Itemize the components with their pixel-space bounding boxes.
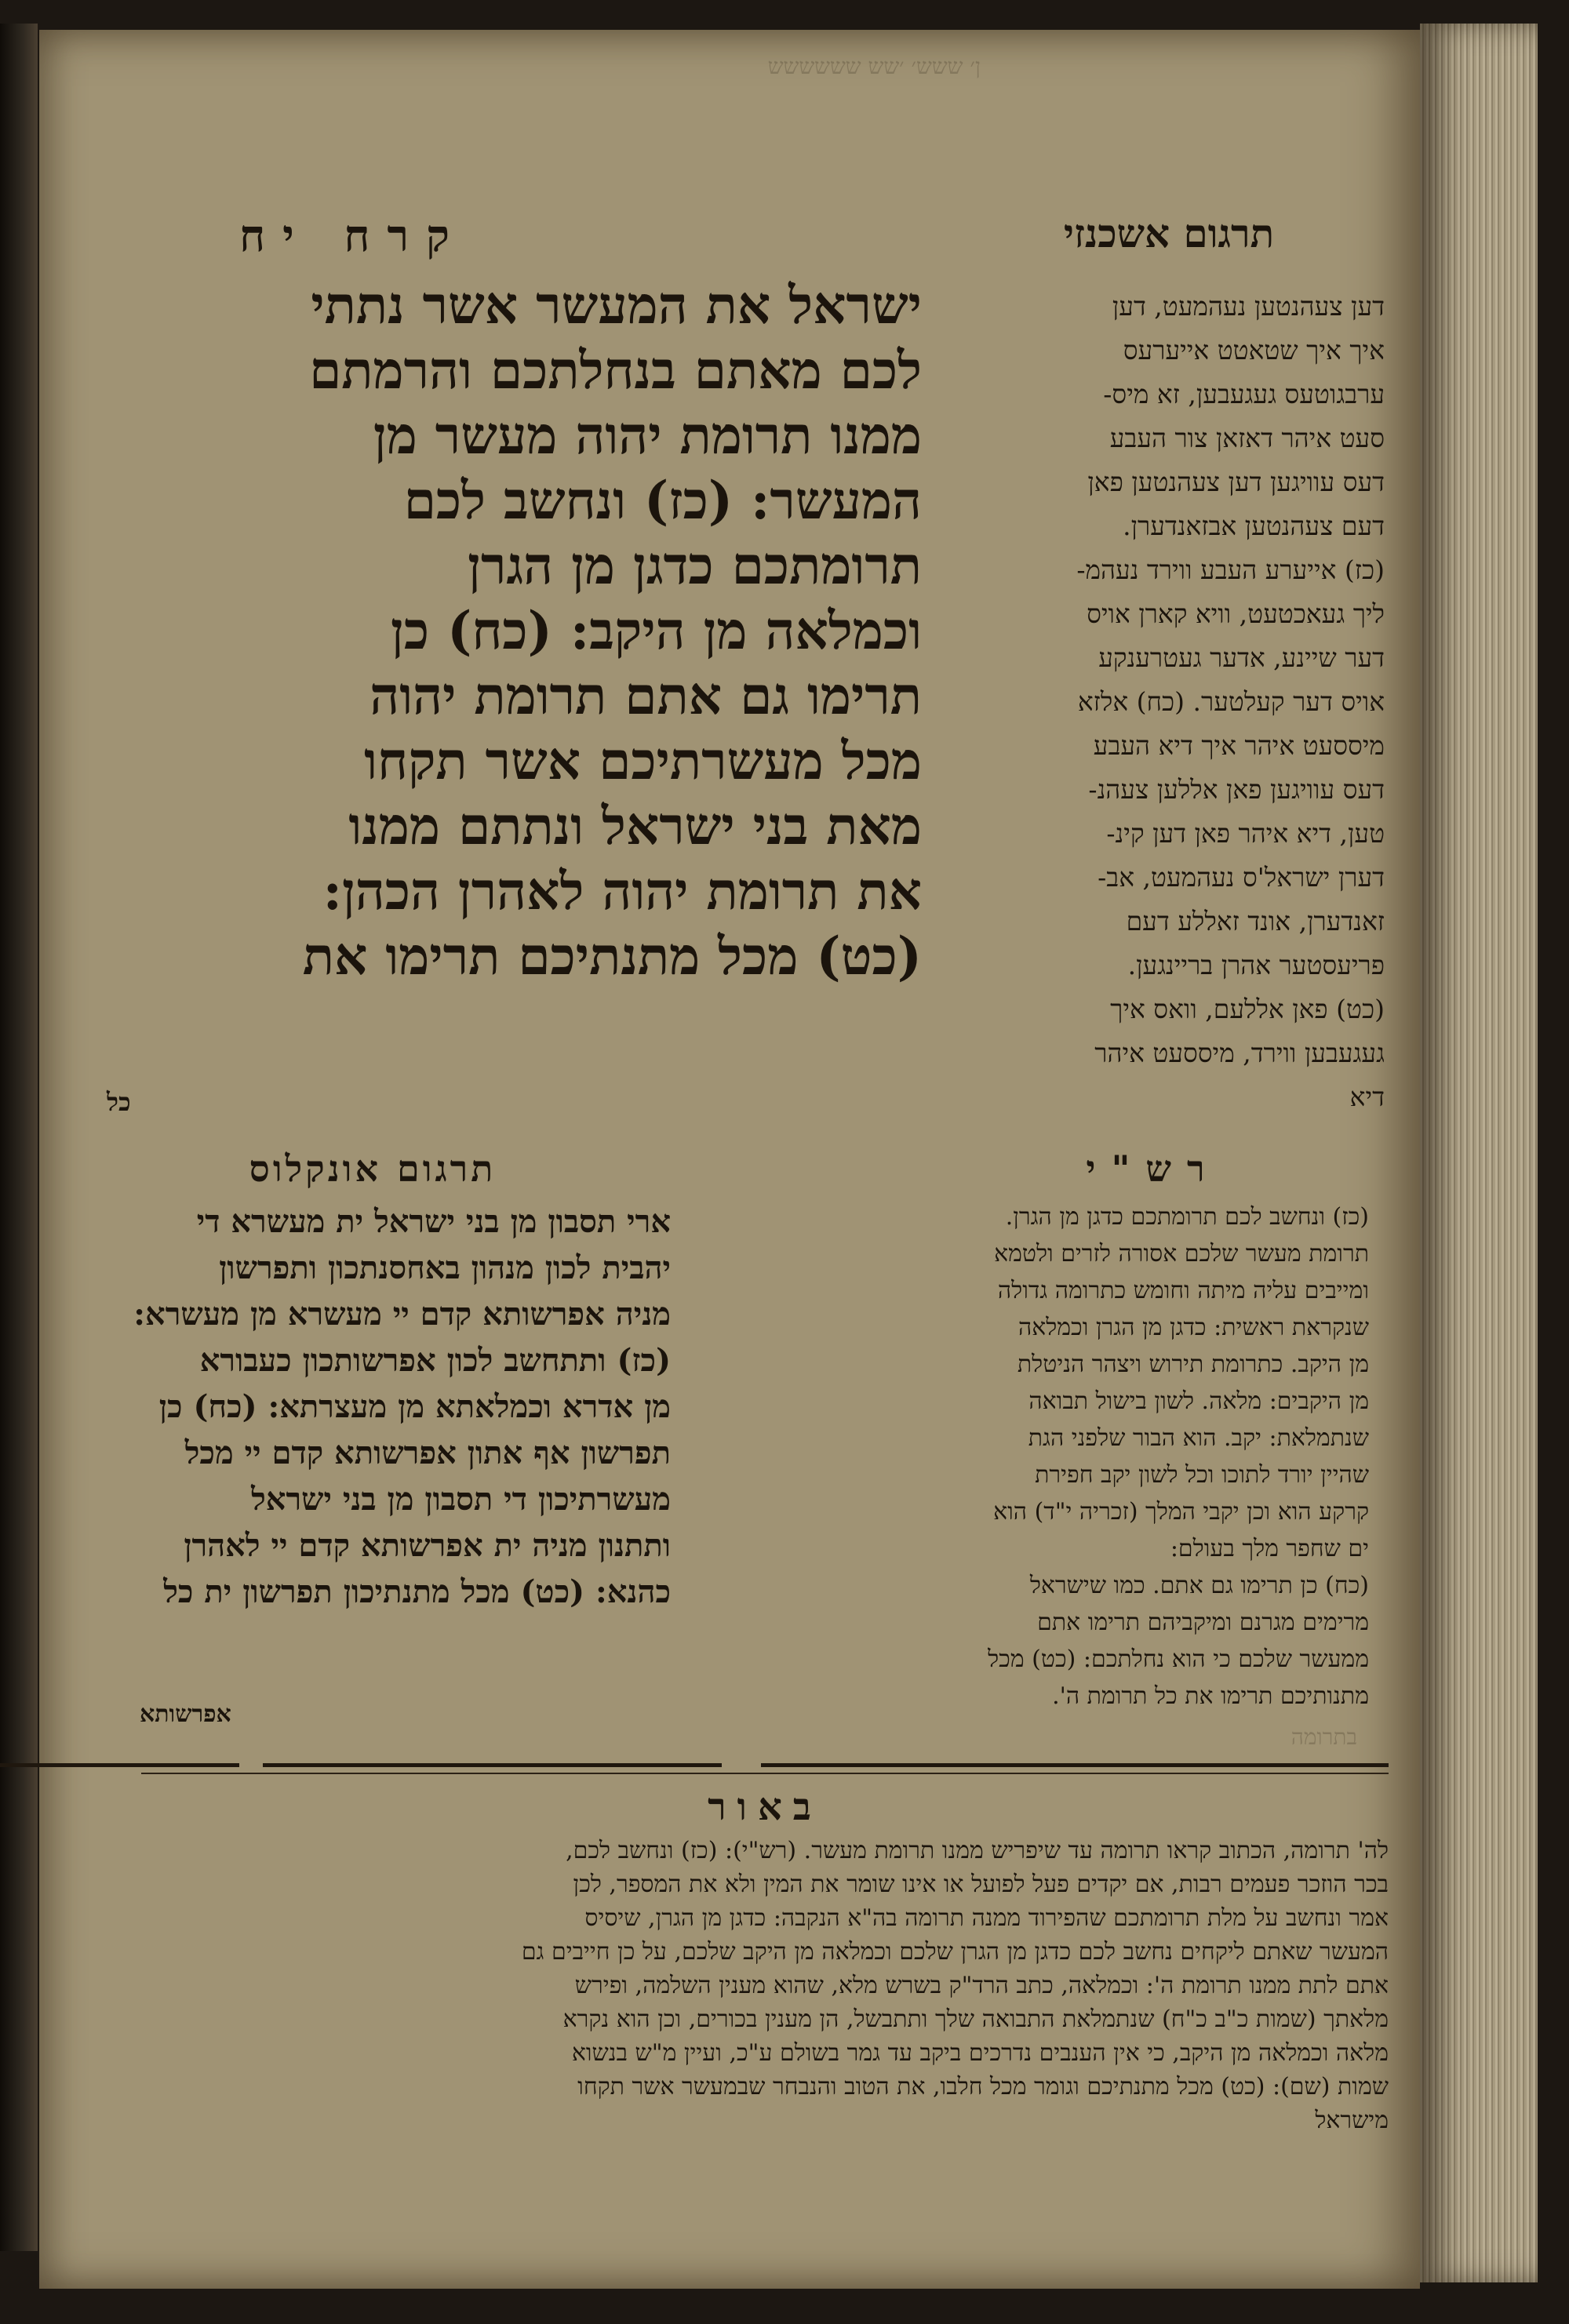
rashi-title: רש"י [1086,1147,1221,1190]
divider-thin-rule [141,1773,1389,1774]
divider-rule [0,1763,239,1767]
fore-edge-pages [1420,24,1538,2282]
targum-ashkenazi-title: תרגום אשכנזי [1063,210,1275,256]
bleed-through-text: ן׳ ששש׳ ׳שש שששששש [767,53,981,79]
running-header: קרח יח [239,210,467,262]
divider-rule [761,1763,1389,1767]
catchword-main: כל [107,1087,131,1117]
catchword-rashi: בתרומה [1291,1724,1357,1750]
binding-edge [0,24,38,2251]
biur-title: באור [708,1785,822,1829]
biur-commentary: לה' תרומה, הכתוב קראו תרומה עד שיפריש ממנו תרומת מעשר. (רש"י): (כז) ונחשב לכם, בכר הוזכר פעמים רבות, אם יקדים פעל לפועל או אינו שומר את המין ולא את המספר, לכן אמר ונחשב על מלת תרומתכם שהפירוד ממנה תרומה בה"א הנקבה: כדגן מן הגרן, שיסיס המעשר שאתם ליקחים נחשב לכם כדגן מן הגרן שלכם וכמלאה מן היקב שלכם, על כן חייבים גם אתם לתת ממנו תרומת ה': וכמלאה, כתב הרד"ק בשרש מלא, שהוא מענין השלמה, ופירש מלאתך (שמות כ"ב כ"ח) שנתמלאת התבואה שלך ותתבשל, הן מענין בכורים, וכן הוא נקרא מלאה וכמלאה מן היקב, כי אין הענבים נדרכים ביקב עד גמר בשולם ע"כ, ועיין מ"ש בנשוא שמות (שם): (כט) מכל מתנתיכם וגומר מכל חלבו, את הטוב והנבחר שבמעשר אשר תקחו מישראל [521,1837,1389,2134]
targum-ashkenazi-column: דען צעהנטען נעהמעט, דען איך איך שטאטט אייערעס ערבגוטעס געגעבען, זא מיס- סעט איהר דאזאן צור העבע דעס עוויגען דען צעהנטען פאן דעם צעהנטען אבזאנדערן. (כז) אייערע העבע ווירד נעהמ- ליך געאכטעט, וויא קארן אויס דער שיינע, אדער געטרענקע אויס דער קעלטער. (כח) אלזא מיססעט איהר איך דיא העבע דעס עוויגען פאן אללען צעהנ- טען, דיא איהר פאן דען קינ- דערן ישראל'ס נעהמעט, אב- זאנדערן, אונד זאללע דעם פריעסטער אהרן בריינגען. (כט) פאן אללעם, וואס איך געגעבען ווירד, מיססעט איהר דיא [1076,291,1385,1112]
torah-text: ישראל את המעשר אשר נתתי לכם מאתם בנחלתכם והרמתם ממנו תרומת יהוה מעשר מן המעשר: (כז) ונחשב לכם תרומתכם כדגן מן הגרן וכמלאה מן היקב: (כח) כן תרימו גם אתם תרומת יהוה מכל מעשרתיכם אשר תקחו מאת בני ישראל ונתתם ממנו את תרומת יהוה לאהרן הכהן: (כט) מכל מתנתיכם תרימו את [302,275,922,987]
onkelos-column: ארי תסבון מן בני ישראל ית מעשרא די יהבית לכון מנהון באחסנתכון ותפרשון מניה אפרשותא קדם יי מעשרא מן מעשרא: (כז) ותתחשב לכון אפרשותכון כעבורא מן אדרא וכמלאתא מן מעצרתא: (כח) כן תפרשון אף אתון אפרשותא קדם יי מכל מעשרתיכון די תסבון מן בני ישראל ותתנון מניה ית אפרשותא קדם יי לאהרן כהנא: (כט) מכל מתנתיכון תפרשון ית כל [133,1203,671,1610]
catchword-onkelos: אפרשותא [140,1700,231,1728]
rashi-column: (כז) ונחשב לכם תרומתכם כדגן מן הגרן. תרומת מעשר שלכם אסורה לזרים ולטמא ומייבים עליה מיתה וחומש כתרומה גדולה שנקראת ראשית: כדגן מן הגרן וכמלאה מן היקב. כתרומת תירוש ויצהר הניטלת מן היקבים: מלאה. לשון בישול תבואה שנתמלאת: יקב. הוא הבור שלפני הגת שהיין יורד לתוכו וכל לשון יקב חפירת קרקע הוא וכן יקבי המלך (זכריה י"ד) הוא ים שחפר מלך בעולם: (כח) כן תרימו גם אתם. כמו שישראל מרימים מגרנם ומיקביהם תרימו אתם ממעשר שלכם כי הוא נחלתכם: (כט) מכל מתנותיכם תרימו את כל תרומת ה'. [988,1203,1369,1710]
book-page [39,30,1420,2289]
onkelos-title: תרגום אונקלוס [249,1147,497,1190]
divider-rule [263,1763,722,1767]
